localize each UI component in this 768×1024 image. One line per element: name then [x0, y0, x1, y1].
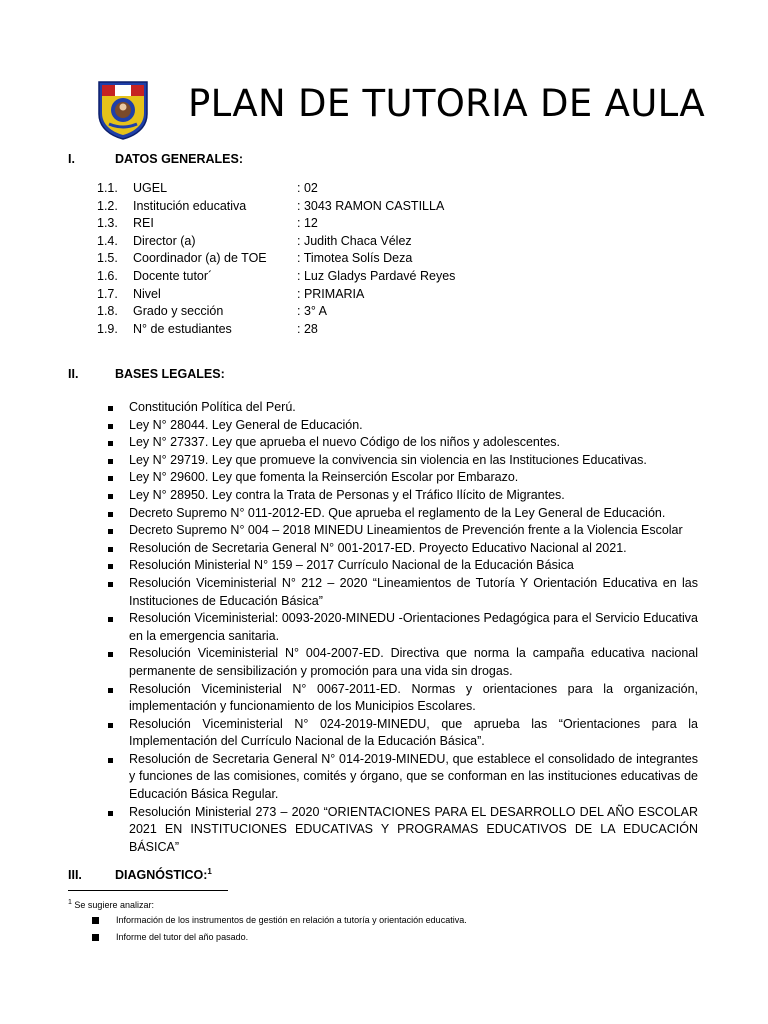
item-text: Resolución Viceministerial N° 0067-2011-ED. Normas y orientaciones para la organización, implementación y funcionamiento de los Municipios Escolares. — [129, 681, 698, 714]
bullet-icon — [108, 723, 113, 728]
item-label: REI — [133, 216, 154, 231]
item-text: Resolución Viceministerial: 0093-2020-MINEDU -Orientaciones Pedagógica para el Servicio Educativa en la emergencia sanitaria. — [129, 611, 698, 643]
bullet-icon — [108, 512, 113, 517]
list-item — [97, 250, 597, 268]
list-item — [97, 268, 597, 286]
bullet-icon — [108, 441, 113, 446]
item-value: : Judith Chaca Vélez — [297, 233, 412, 248]
list-item — [97, 215, 597, 233]
item-label: Director (a) — [133, 233, 196, 248]
item-value: : 3043 RAMON CASTILLA — [297, 198, 445, 213]
list-item — [108, 522, 698, 540]
datos-generales-list — [97, 180, 597, 338]
item-label: UGEL — [133, 181, 168, 195]
item-value: : Luz Gladys Pardavé Reyes — [297, 268, 456, 283]
list-item — [97, 233, 597, 251]
list-item — [108, 540, 698, 558]
list-item — [108, 610, 698, 645]
item-text: Ley N° 28950. Ley contra la Trata de Personas y el Tráfico Ilícito de Migrantes. — [129, 487, 565, 502]
item-text: Ley N° 29600. Ley que fomenta la Reinserción Escolar por Embarazo. — [129, 470, 519, 485]
bullet-icon — [108, 564, 113, 569]
item-number: 1.5. — [97, 251, 118, 266]
list-item — [108, 452, 698, 470]
list-item — [108, 487, 698, 505]
item-text: Decreto Supremo N° 004 – 2018 MINEDU Lineamientos de Prevención frente a la Violencia Escolar — [129, 523, 683, 538]
item-label: Docente tutor´ — [133, 268, 213, 283]
bullet-icon — [108, 688, 113, 693]
list-item — [108, 469, 698, 487]
item-number: 1.8. — [97, 304, 118, 319]
item-label: Coordinador (a) de TOE — [133, 251, 267, 266]
section-title: DIAGNÓSTICO: — [115, 868, 208, 882]
item-text: Resolución de Secretaria General N° 014-2019-MINEDU, que establece el consolidado de integrantes y funciones de las comisiones, comités y órgano, que se conforman en las instituciones educativas de Educación Básica Regular. — [129, 751, 698, 802]
item-text: Ley N° 28044. Ley General de Educación. — [129, 417, 363, 432]
item-text: Resolución Viceministerial N° 024-2019-MINEDU, que aprueba las “Orientaciones para la Implementación del Currículo Nacional de la Educación Básica”. — [129, 716, 698, 749]
item-text: Constitución Política del Perú. — [129, 400, 296, 414]
section-number: III. — [68, 868, 82, 882]
bullet-icon — [108, 424, 113, 429]
section-number: II. — [68, 367, 79, 381]
bullet-icon — [108, 547, 113, 552]
list-item — [108, 505, 698, 523]
footnote-divider — [68, 890, 228, 891]
item-label: Nivel — [133, 286, 161, 301]
footnote-item-text: Información de los instrumentos de gestión en relación a tutoría y orientación educativa. — [116, 915, 467, 925]
list-item — [108, 557, 698, 575]
bullet-icon — [108, 617, 113, 622]
item-text: Resolución Ministerial 273 – 2020 “ORIENTACIONES PARA EL DESARROLLO DEL AÑO ESCOLAR 2021 EN INSTITUCIONES EDUCATIVAS Y PROGRAMAS EDUCATIVOS DE LA EDUCACIÓN BÁSICA” — [129, 804, 698, 854]
footnote-number: 1 — [68, 899, 72, 906]
bullet-icon — [108, 758, 113, 763]
list-item — [97, 321, 597, 339]
list-item — [108, 681, 698, 716]
item-text: Ley N° 27337. Ley que aprueba el nuevo Código de los niños y adolescentes. — [129, 435, 560, 450]
item-text: Resolución Ministerial N° 159 – 2017 Currículo Nacional de la Educación Básica — [129, 558, 574, 573]
footnote-item — [92, 929, 467, 946]
list-item — [108, 417, 698, 435]
item-text: Resolución de Secretaria General N° 001-2017-ED. Proyecto Educativo Nacional al 2021. — [129, 540, 627, 555]
footnote-heading-text: Se sugiere analizar: — [74, 900, 154, 910]
footnote-heading — [68, 897, 154, 911]
item-value: : 02 — [297, 181, 318, 195]
item-number: 1.1. — [97, 181, 118, 195]
list-item — [108, 434, 698, 452]
item-value: : 28 — [297, 321, 318, 336]
list-item — [108, 399, 698, 417]
item-number: 1.7. — [97, 286, 118, 301]
list-item — [108, 645, 698, 680]
item-value: : 3° A — [297, 304, 328, 319]
item-label: Grado y sección — [133, 304, 224, 319]
list-item — [108, 751, 698, 804]
item-number: 1.6. — [97, 268, 118, 283]
item-text: Decreto Supremo N° 011-2012-ED. Que aprueba el reglamento de la Ley General de Educación. — [129, 505, 666, 520]
square-bullet-icon — [92, 917, 99, 924]
item-number: 1.9. — [97, 321, 118, 336]
item-number: 1.4. — [97, 233, 118, 248]
list-item — [97, 180, 597, 198]
footnote-item-text: Informe del tutor del año pasado. — [116, 932, 249, 942]
section-title: BASES LEGALES: — [115, 367, 225, 381]
item-text: Ley N° 29719. Ley que promueve la convivencia sin violencia en las Instituciones Educativas. — [129, 452, 647, 467]
item-label: Institución educativa — [133, 198, 247, 213]
footnote-reference[interactable]: 1 — [207, 866, 212, 876]
item-value: : Timotea Solís Deza — [297, 251, 413, 266]
item-label: N° de estudiantes — [133, 321, 232, 336]
item-number: 1.3. — [97, 216, 118, 231]
footnote-item — [92, 912, 467, 929]
bullet-icon — [108, 582, 113, 587]
section-title-wrap — [115, 867, 212, 883]
list-item — [108, 716, 698, 751]
bullet-icon — [108, 652, 113, 657]
page-title: PLAN DE TUTORIA DE AULA — [188, 82, 705, 125]
item-text: Resolución Viceministerial N° 212 – 2020 “Lineamientos de Tutoría Y Orientación Educativa en las Instituciones de Educación Básica” — [129, 575, 698, 608]
section-number: I. — [68, 152, 75, 166]
section-title: DATOS GENERALES: — [115, 152, 244, 166]
list-item — [108, 575, 698, 610]
item-number: 1.2. — [97, 198, 118, 213]
bullet-icon — [108, 811, 113, 816]
item-value: : 12 — [297, 216, 318, 231]
bases-legales-list — [108, 399, 698, 856]
bullet-icon — [108, 406, 113, 411]
list-item — [108, 804, 698, 857]
item-text: Resolución Viceministerial N° 004-2007-ED. Directiva que norma la campaña educativa nacional permanente de sensibilización y promoción para una vida sin drogas. — [129, 646, 698, 678]
school-crest-logo — [97, 80, 149, 140]
list-item — [97, 286, 597, 304]
bullet-icon — [108, 494, 113, 499]
square-bullet-icon — [92, 934, 99, 941]
item-value: : PRIMARIA — [297, 286, 365, 301]
list-item — [97, 198, 597, 216]
bullet-icon — [108, 529, 113, 534]
bullet-icon — [108, 476, 113, 481]
footnote-list — [92, 912, 467, 946]
list-item — [97, 303, 597, 321]
bullet-icon — [108, 459, 113, 464]
